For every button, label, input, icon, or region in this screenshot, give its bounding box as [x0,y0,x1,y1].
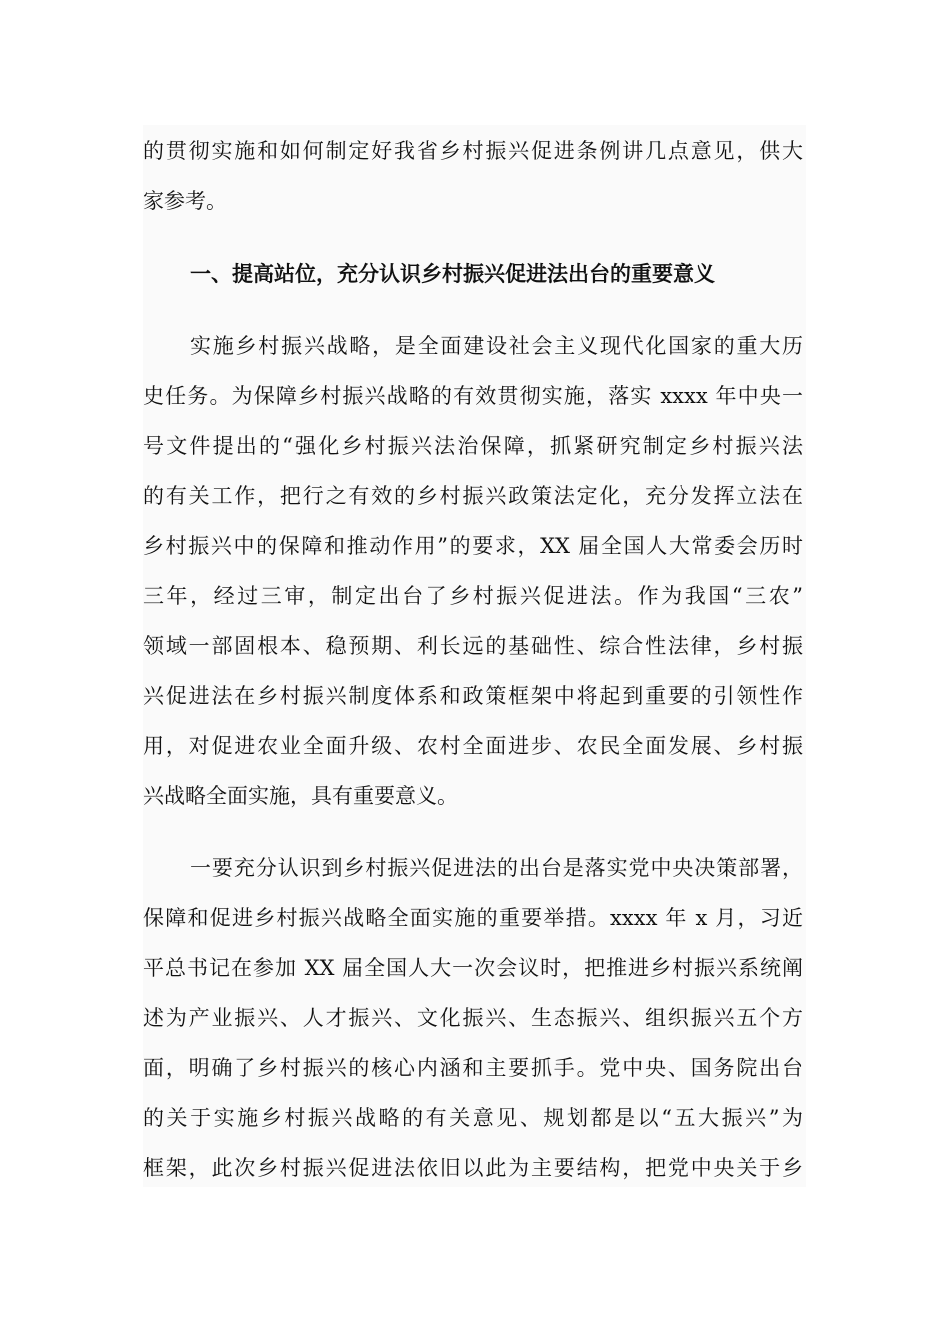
paragraph-line: 史任务。为保障乡村振兴战略的有效贯彻实施，落实 xxxx 年中央一 [143,384,803,408]
paragraph-line: 号文件提出的“强化乡村振兴法治保障，抓紧研究制定乡村振兴法 [143,434,803,458]
paragraph-line: 的贯彻实施和如何制定好我省乡村振兴促进条例讲几点意见，供大 [143,139,803,163]
paragraph-line: 的有关工作，把行之有效的乡村振兴政策法定化，充分发挥立法在 [143,484,803,508]
paragraph-line: 兴促进法在乡村振兴制度体系和政策框架中将起到重要的引领性作 [143,684,803,708]
paragraph-line: 保障和促进乡村振兴战略全面实施的重要举措。xxxx 年 x 月，习近 [143,906,803,930]
paragraph-line: 乡村振兴中的保障和推动作用”的要求，XX 届全国人大常委会历时 [143,534,803,558]
section-heading: 一、提高站位，充分认识乡村振兴促进法出台的重要意义 [190,261,715,286]
paragraph-line: 一要充分认识到乡村振兴促进法的出台是落实党中央决策部署， [190,856,803,880]
paragraph-line: 面，明确了乡村振兴的核心内涵和主要抓手。党中央、国务院出台 [143,1056,803,1080]
paragraph-line: 用，对促进农业全面升级、农村全面进步、农民全面发展、乡村振 [143,734,803,758]
paragraph-line: 领域一部固根本、稳预期、利长远的基础性、综合性法律，乡村振 [143,634,803,658]
paragraph-line: 兴战略全面实施，具有重要意义。 [143,784,458,808]
paragraph-line: 三年，经过三审，制定出台了乡村振兴促进法。作为我国“三农” [143,584,803,608]
paragraph-line: 实施乡村振兴战略，是全面建设社会主义现代化国家的重大历 [190,334,803,358]
paragraph-line: 家参考。 [143,189,227,213]
paragraph-line: 的关于实施乡村振兴战略的有关意见、规划都是以“五大振兴”为 [143,1106,803,1130]
paragraph-line: 述为产业振兴、人才振兴、文化振兴、生态振兴、组织振兴五个方 [143,1006,803,1030]
paragraph-line: 框架，此次乡村振兴促进法依旧以此为主要结构，把党中央关于乡 [143,1156,803,1180]
paragraph-line: 平总书记在参加 XX 届全国人大一次会议时，把推进乡村振兴系统阐 [143,956,803,980]
